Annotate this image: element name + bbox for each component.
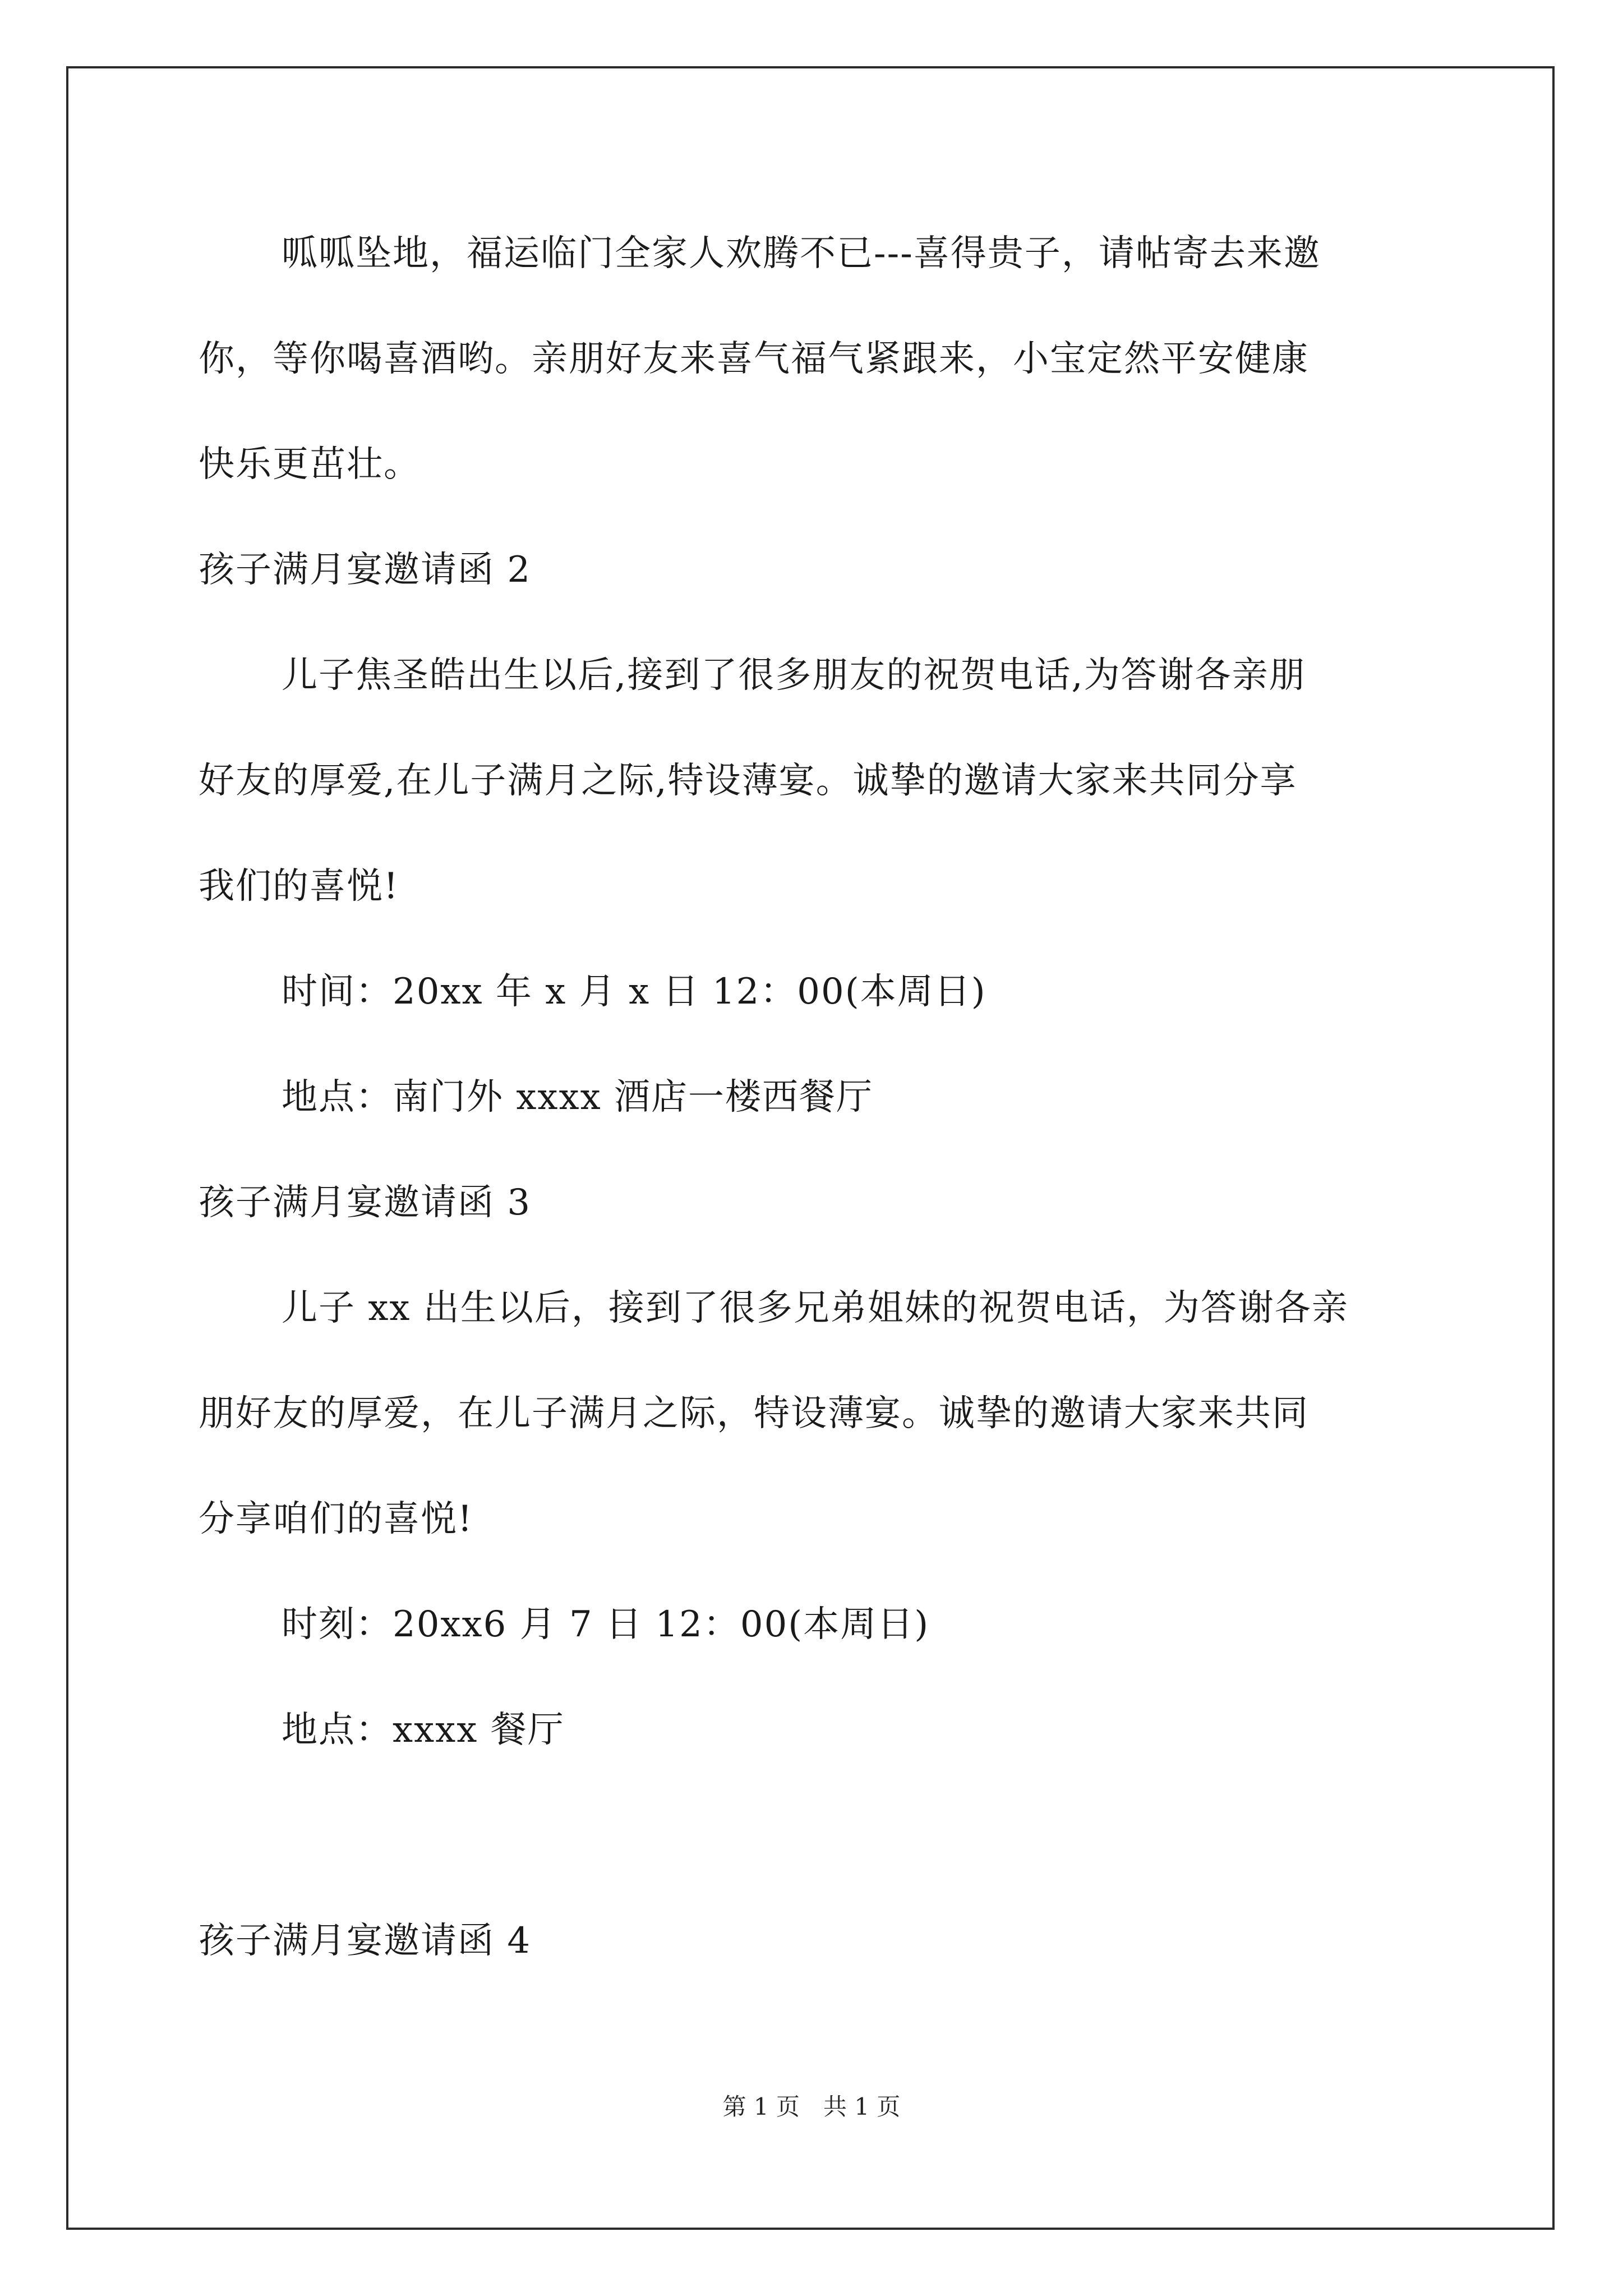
page-border <box>66 66 1555 2230</box>
section-heading: 孩子满月宴邀请函 3 <box>199 1182 532 1223</box>
event-location: 地点：南门外 xxxx 酒店一楼西餐厅 <box>282 1076 874 1118</box>
paragraph-line: 快乐更茁壮。 <box>199 444 421 485</box>
paragraph-line: 我们的喜悦! <box>199 866 399 907</box>
paragraph-line: 分享咱们的喜悦! <box>199 1498 473 1540</box>
event-time: 时间：20xx 年 x 月 x 日 12：00(本周日) <box>282 971 986 1013</box>
paragraph-line: 朋好友的厚爱，在儿子满月之际，特设薄宴。诚挚的邀请大家来共同 <box>199 1393 1309 1434</box>
section-heading: 孩子满月宴邀请函 4 <box>199 1920 532 1962</box>
paragraph-line: 儿子 xx 出生以后，接到了很多兄弟姐妹的祝贺电话，为答谢各亲 <box>282 1287 1349 1329</box>
paragraph-line: 呱呱坠地，福运临门全家人欢腾不已---喜得贵子，请帖寄去来邀 <box>282 233 1321 274</box>
paragraph-line: 你，等你喝喜酒哟。亲朋好友来喜气福气紧跟来，小宝定然平安健康 <box>199 338 1309 380</box>
event-time: 时刻：20xx6 月 7 日 12：00(本周日) <box>282 1604 930 1645</box>
event-location: 地点：xxxx 餐厅 <box>282 1709 565 1751</box>
page-number: 第 1 页 共 1 页 <box>722 2093 901 2120</box>
section-heading: 孩子满月宴邀请函 2 <box>199 549 532 591</box>
paragraph-line: 儿子焦圣皓出生以后,接到了很多朋友的祝贺电话,为答谢各亲朋 <box>282 655 1306 696</box>
paragraph-line: 好友的厚爱,在儿子满月之际,特设薄宴。诚挚的邀请大家来共同分享 <box>199 760 1297 802</box>
